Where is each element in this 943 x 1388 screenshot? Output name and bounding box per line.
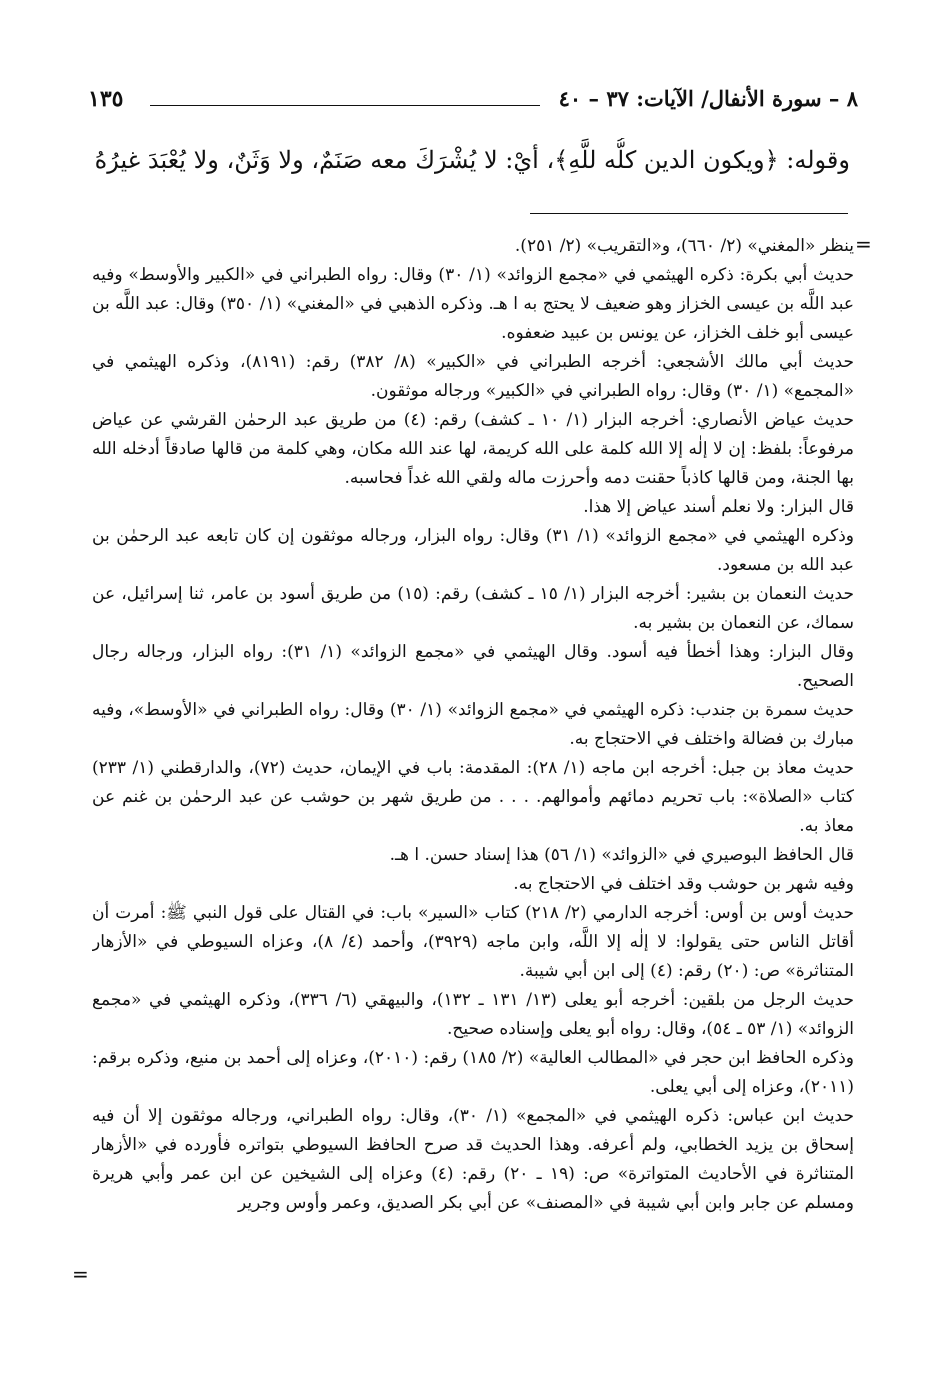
footnote: حديث سمرة بن جندب: ذكره الهيثمي في «مجمع الزوائد» (١/ ٣٠) وقال: رواه الطبراني في «الأوسط»، وفيه مبارك بن فضالة واختلف في الاحتجاج به. bbox=[92, 700, 854, 749]
footnote: ينظر «المغني» (٢/ ٦٦٠)، و«التقريب» (٢/ ٢٥١). bbox=[514, 236, 854, 256]
footnote: وذكره الهيثمي في «مجمع الزوائد» (١/ ٣١) وقال: رواه البزار، ورجاله موثقون إن كان تابعه عبد الرحمٰن بن عبد الله بن مسعود. bbox=[92, 526, 854, 575]
footnote: قال البزار: ولا نعلم أسند عياض إلا هذا. bbox=[583, 497, 854, 517]
footnote-separator bbox=[530, 213, 848, 214]
footnote: وذكره الحافظ ابن حجر في «المطالب العالية» (٢/ ١٨٥) رقم: (٢٠١٠)، وعزاه إلى أحمد بن منيع، وذكره برقم: (٢٠١١)، وعزاه إلى أبي يعلى. bbox=[92, 1048, 854, 1097]
footnote: وقال البزار: وهذا أخطأ فيه أسود. وقال الهيثمي في «مجمع الزوائد» (١/ ٣١): رواه البزار، ورجاله رجال الصحيح. bbox=[92, 642, 854, 691]
footnote: حديث أبي مالك الأشجعي: أخرجه الطبراني في «الكبير» (٨/ ٣٨٢) رقم: (٨١٩١)، وذكره الهيثمي في «المجمع» (١/ ٣٠) وقال: رواه الطبراني في «الكبير» ورجاله موثقون. bbox=[92, 352, 854, 401]
footnote: حديث معاذ بن جبل: أخرجه ابن ماجه (١/ ٢٨): المقدمة: باب في الإيمان، حديث (٧٢)، والدارقطني (١/ ٢٣٣) كتاب «الصلاة»: باب تحريم دمائهم وأموالهم. . . . من طريق شهر بن حوشب عن عبد الرحمٰن بن غنم عن معاذ به. bbox=[92, 758, 854, 836]
page-number: ١٣٥ bbox=[88, 86, 124, 112]
main-text: وقوله: ﴿ويكون الدين كلُّه للَّهِ﴾، أيْ: لا يُشْرَكَ معه صَنَمٌ، ولا وَثَنٌ، ولا يُعْبَدَ غيرُهُ bbox=[95, 146, 850, 174]
footnote: حديث النعمان بن بشير: أخرجه البزار (١/ ١٥ ـ كشف) رقم: (١٥) من طريق أسود بن عامر، ثنا إسرائيل، عن سماك، عن النعمان بن بشير به. bbox=[92, 584, 854, 633]
continuation-mark-bottom: = bbox=[72, 1262, 89, 1286]
header-rule bbox=[150, 105, 540, 106]
footnote: قال الحافظ البوصيري في «الزوائد» (١/ ٥٦) هذا إسناد حسن. ا هـ. bbox=[389, 845, 854, 865]
continuation-mark-top: = bbox=[855, 232, 872, 256]
footnote: حديث أوس بن أوس: أخرجه الدارمي (٢/ ٢١٨) كتاب «السير» باب: في القتال على قول النبي ﷺ: أمرت أن أقاتل الناس حتى يقولوا: لا إلٰه إلا اللَّه، وابن ماجه (٣٩٢٩)، وأحمد (٤/ ٨)، وعزاه السيوطي في «الأزهار المتناثرة» ص: (٢٠) رقم: (٤) إلى ابن أبي شيبة. bbox=[92, 903, 854, 981]
chapter-title: ٨ – سورة الأنفال/ الآيات: ٣٧ – ٤٠ bbox=[558, 86, 858, 111]
footnotes-section bbox=[92, 232, 854, 1218]
footnote: وفيه شهر بن حوشب وقد اختلف في الاحتجاج به. bbox=[513, 874, 854, 894]
footnote: حديث عياض الأنصاري: أخرجه البزار (١/ ١٠ ـ كشف) رقم: (٤) من طريق عبد الرحمٰن القرشي عن عياض مرفوعاً: بلفظ: إن لا إلٰه إلا الله كلمة على الله كريمة، لها عند الله مكان، وهي كلمة من قالها صادقاً أدخله الله بها الجنة، ومن قالها كاذباً حقنت دمه وأحرزت ماله ولقي الله غداً فحاسبه. bbox=[92, 410, 854, 488]
footnote: حديث الرجل من بلقين: أخرجه أبو يعلى (١٣/ ١٣١ ـ ١٣٢)، والبيهقي (٦/ ٣٣٦)، وذكره الهيثمي في «مجمع الزوائد» (١/ ٥٣ ـ ٥٤)، وقال: رواه أبو يعلى وإسناده صحيح. bbox=[92, 990, 854, 1039]
footnote: حديث ابن عباس: ذكره الهيثمي في «المجمع» (١/ ٣٠)، وقال: رواه الطبراني، ورجاله موثقون إلا أن فيه إسحاق بن يزيد الخطابي، ولم أعرفه. وهذا الحديث قد صرح الحافظ السيوطي بتواتره فأورده في «الأزهار المتناثرة في الأحاديث المتواترة» ص: (١٩ ـ ٢٠) رقم: (٤) وعزاه إلى الشيخين عن ابن عمر وأبي هريرة ومسلم عن جابر وابن أبي شيبة في «المصنف» عن أبي بكر الصديق، وعمر وأوس وجرير bbox=[92, 1106, 854, 1213]
footnote: حديث أبي بكرة: ذكره الهيثمي في «مجمع الزوائد» (١/ ٣٠) وقال: رواه الطبراني في «الكبير والأوسط» وفيه عبد اللَّه بن عيسى الخزاز وهو ضعيف لا يحتج به ا هـ. وذكره الذهبي في «المغني» (١/ ٣٥٠) وقال: عبد اللَّه بن عيسى أبو خلف الخزاز، عن يونس بن عبيد ضعفوه. bbox=[92, 265, 854, 343]
running-header bbox=[88, 86, 858, 126]
